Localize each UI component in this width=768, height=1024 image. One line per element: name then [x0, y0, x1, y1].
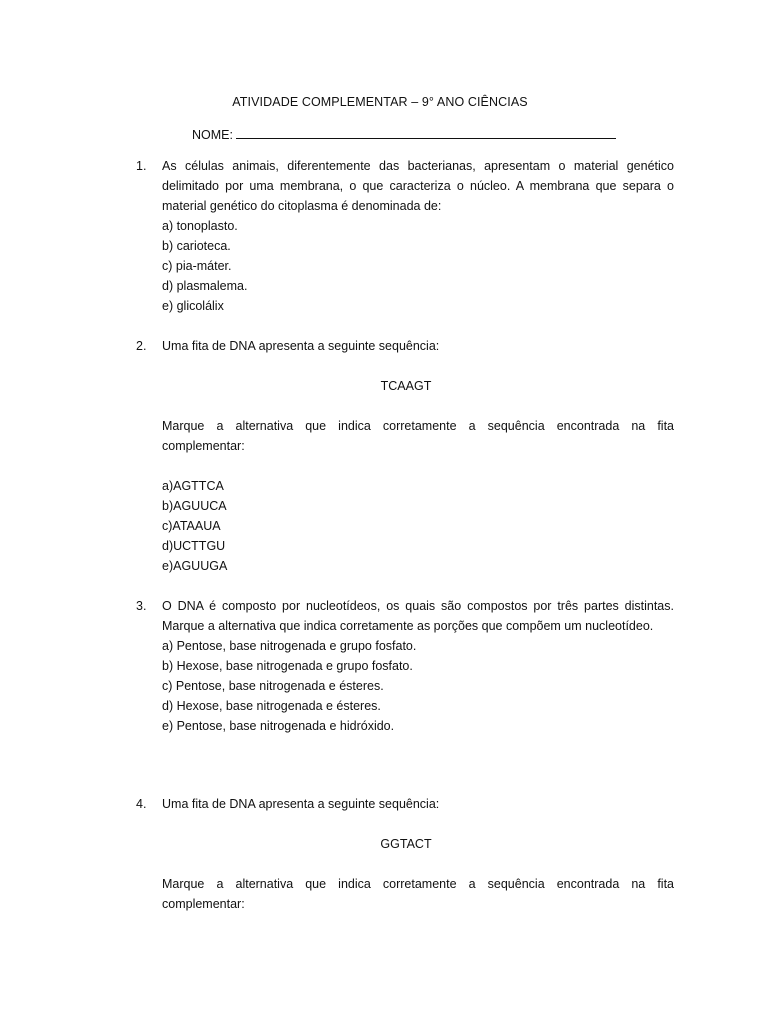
question-stem: As células animais, diferentemente das bacterianas, apresentam o material genético delimitado por uma membrana, o que caracteriza o núcleo. A membrana que separa o material genético do citoplasma é denominada de:	[162, 159, 674, 213]
question-number: 3.	[136, 599, 147, 613]
question-prompt: Marque a alternativa que indica corretamente a sequência encontrada na fita complementar:	[162, 877, 674, 911]
question-number: 2.	[136, 339, 147, 353]
option-e: e) glicolálix	[162, 299, 224, 313]
option-e: e)AGUUGA	[162, 559, 228, 573]
option-c: c) pia-máter.	[162, 259, 232, 273]
name-blank-rule	[236, 124, 616, 139]
question-4	[136, 794, 676, 914]
question-stem: Uma fita de DNA apresenta a seguinte sequência:	[162, 797, 440, 811]
question-stem: Uma fita de DNA apresenta a seguinte sequência:	[162, 339, 440, 353]
page-title	[0, 92, 768, 112]
option-d: d)UCTTGU	[162, 539, 226, 553]
dna-sequence: TCAAGT	[380, 379, 432, 393]
question-stem: O DNA é composto por nucleotídeos, os quais são compostos por três partes distintas. Marque a alternativa que indica corretamente as porções que compõem um nucleotídeo.	[162, 599, 674, 633]
question-prompt: Marque a alternativa que indica corretamente a sequência encontrada na fita complementar:	[162, 419, 674, 453]
option-b: b)AGUUCA	[162, 499, 227, 513]
question-body	[162, 794, 674, 914]
option-c: c) Pentose, base nitrogenada e ésteres.	[162, 679, 384, 693]
option-b: b) carioteca.	[162, 239, 231, 253]
page-title-text: ATIVIDADE COMPLEMENTAR – 9° ANO CIÊNCIAS	[232, 95, 528, 109]
name-field-line	[192, 124, 616, 145]
option-c: c)ATAAUA	[162, 519, 221, 533]
name-label: NOME:	[192, 128, 233, 142]
question-body	[162, 336, 674, 576]
question-number: 4.	[136, 797, 147, 811]
options-list	[162, 476, 674, 576]
question-body	[162, 156, 674, 316]
option-d: d) Hexose, base nitrogenada e ésteres.	[162, 699, 381, 713]
option-e: e) Pentose, base nitrogenada e hidróxido.	[162, 719, 395, 733]
dna-sequence: GGTACT	[380, 837, 432, 851]
option-a: a)AGTTCA	[162, 479, 224, 493]
option-d: d) plasmalema.	[162, 279, 248, 293]
option-b: b) Hexose, base nitrogenada e grupo fosfato.	[162, 659, 413, 673]
option-a: a) Pentose, base nitrogenada e grupo fosfato.	[162, 639, 417, 653]
question-number: 1.	[136, 159, 147, 173]
question-body	[162, 596, 674, 736]
question-3	[136, 596, 676, 736]
question-1	[136, 156, 676, 316]
option-a: a) tonoplasto.	[162, 219, 238, 233]
question-2	[136, 336, 676, 576]
